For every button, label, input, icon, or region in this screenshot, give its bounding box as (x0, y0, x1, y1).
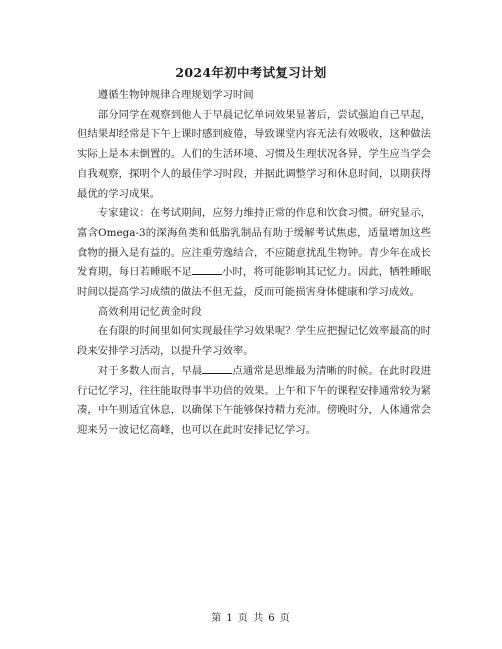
paragraph-text: 专家建议：在考试期间，应努力维持正常的作息和饮食习惯。研究显示，富含Omega-3的深海鱼类和低脂乳制品有助于缓解考试焦虑，适量增加这些食物的摄入是有益的。应注重劳逸结合，不应随意扰乱生物钟。青少年在成长发育期，每日若睡眠不足 (77, 207, 431, 279)
section-heading-biorhythm: 遵循生物钟规律合理规划学习时间 (97, 89, 254, 101)
document-title: 2024年初中考试复习计划 (175, 65, 327, 80)
paragraph-text: 对于多数人而言，早晨 (97, 364, 203, 377)
paragraph-limited-time: 在有限的时间里如何实现最佳学习效果呢？学生应把握记忆效率最高的时段来安排学习活动，以提升学习效率。 (77, 325, 431, 358)
paragraph-morning-memory (77, 362, 431, 441)
paragraph-text: 点通常是思维最为清晰的时候。在此时段进行记忆学习，往往能取得事半功倍的效果。上午和下午的课程安排通常较为紧凑，中午则适宜休息，以确保下午能够保持精力充沛。傍晚时分，人体通常会迎来另一波记忆高峰，也可以在此时安排记忆学习。 (77, 364, 432, 436)
fill-in-blank (192, 263, 222, 275)
paragraph-expert-advice (77, 204, 431, 303)
paragraph-text: 小时，将可能影响其记忆力。因此，牺牲睡眠时间以提高学习成绩的做法不但无益，反而可能损害身体健康和学习成效。 (77, 266, 431, 299)
fill-in-blank (202, 362, 232, 374)
section-heading-golden-time: 高效利用记忆黄金时段 (97, 305, 202, 318)
document-body (77, 86, 431, 441)
paragraph-self-observation: 部分同学在观察到他人于早晨记忆单词效果显著后，尝试强迫自己早起，但结果却经常是下午上课时感到疲倦，导致课堂内容无法有效吸收，这种做法实际上是本末倒置的。人们的生活环境、习惯及生理状况各异，学生应当学会自我观察，探明个人的最佳学习时段，并据此调整学习和休息时间，以期获得最优的学习成果。 (77, 108, 431, 200)
page-footer: 第 1 页 共 6 页 (211, 613, 291, 624)
